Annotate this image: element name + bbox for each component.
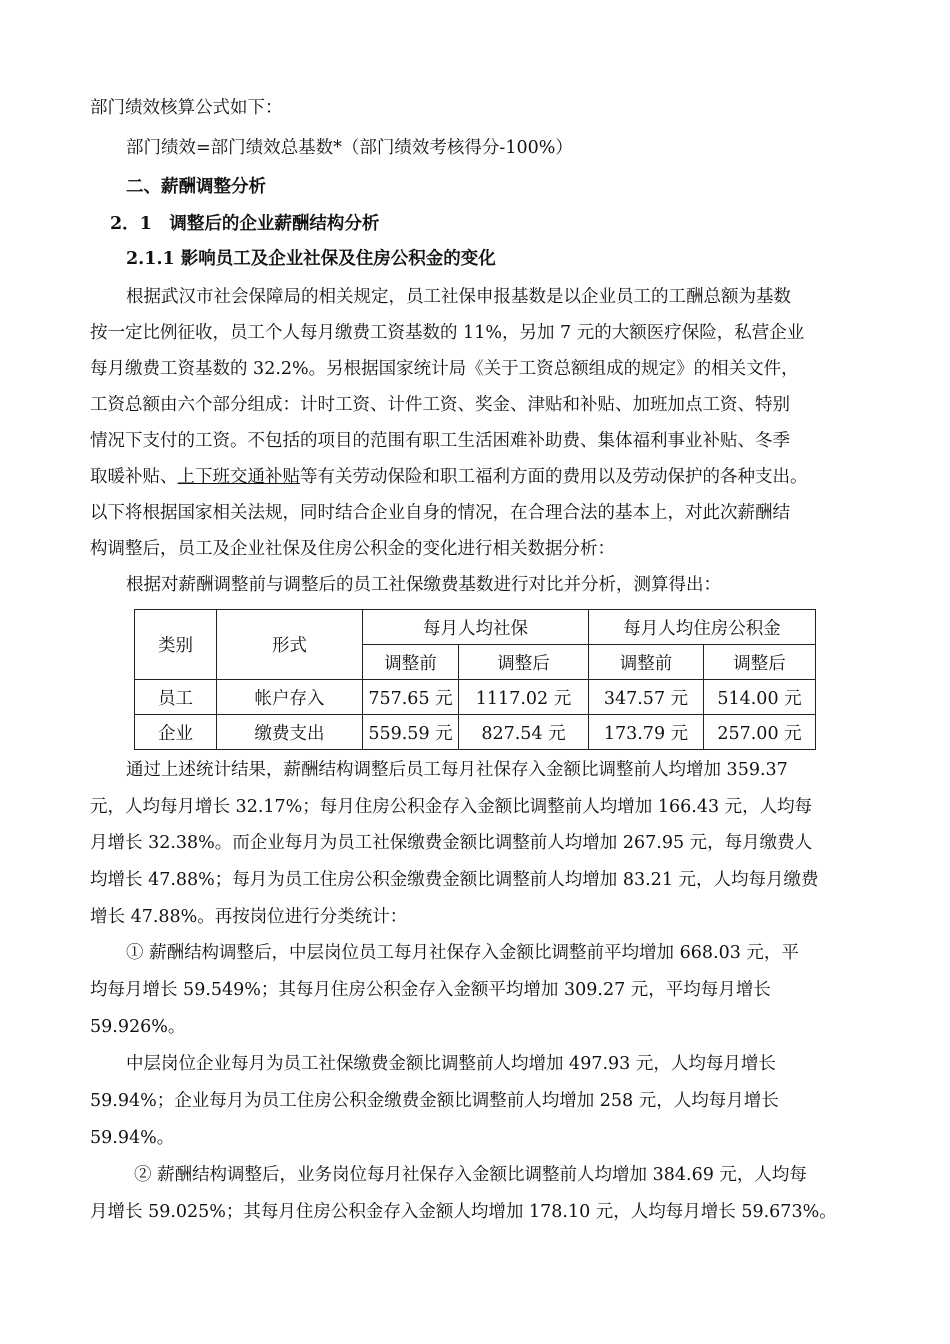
header-housing-after: 调整后 [704,645,816,680]
body-line: ① 薪酬结构调整后，中层岗位员工每月社保存入金额比调整前平均增加 668.03 元，平 [126,943,799,963]
table-cell: 827.54 元 [459,715,589,750]
underlined-term: 上下班交通补贴 [177,467,300,487]
body-line: 根据武汉市社会保障局的相关规定，员工社保申报基数是以企业员工的工酬总额为基数 [126,287,791,307]
body-line: 按一定比例征收，员工个人每月缴费工资基数的 11%，另加 7 元的大额医疗保险，私营企业 [90,323,805,343]
header-housing-before: 调整前 [589,645,704,680]
body-line: 均每月增长 59.549%；其每月住房公积金存入金额平均增加 309.27 元，平均每月增长 [90,980,771,1000]
body-line: 59.926%。 [90,1017,186,1037]
subsection-heading: 2．1 调整后的企业薪酬结构分析 [110,214,380,234]
body-line: 情况下支付的工资。不包括的项目的范围有职工生活困难补助费、集体福利事业补贴、冬季 [90,431,790,451]
body-text: 取暖补贴、 [90,467,178,487]
body-line: 元，人均每月增长 32.17%；每月住房公积金存入金额比调整前人均增加 166.43 元，人均每 [90,797,813,817]
body-line: ② 薪酬结构调整后，业务岗位每月社保存入金额比调整前人均增加 384.69 元，人均每 [134,1165,807,1185]
table-cell: 559.59 元 [363,715,459,750]
table-row [135,715,816,750]
body-line: 月增长 32.38%。而企业每月为员工社保缴费金额比调整前人均增加 267.95 元，每月缴费人 [90,833,813,853]
body-line: 月增长 59.025%；其每月住房公积金存入金额人均增加 178.10 元，人均每月增长 59.673%。 [90,1202,837,1222]
body-line: 工资总额由六个部分组成：计时工资、计件工资、奖金、津贴和补贴、加班加点工资、特别 [90,395,790,415]
header-social-insurance: 每月人均社保 [363,610,589,645]
table-cell: 257.00 元 [704,715,816,750]
paragraph-formula-intro: 部门绩效核算公式如下： [90,98,283,118]
body-line: 每月缴费工资基数的 32.2%。另根据国家统计局《关于工资总额组成的规定》的相关文件， [90,359,799,379]
paragraph-formula: 部门绩效=部门绩效总基数*（部门绩效考核得分-100%） [126,138,573,158]
body-line: 59.94%；企业每月为员工住房公积金缴费金额比调整前人均增加 258 元，人均每月增长 [90,1091,779,1111]
body-line: 构调整后，员工及企业社保及住房公积金的变化进行相关数据分析： [90,539,615,559]
contribution-table [134,609,816,750]
header-social-after: 调整后 [459,645,589,680]
table-cell: 缴费支出 [217,715,363,750]
table-cell: 347.57 元 [589,680,704,715]
table-cell: 帐户存入 [217,680,363,715]
body-line: 均增长 47.88%；每月为员工住房公积金缴费金额比调整前人均增加 83.21 元，人均每月缴费 [90,870,819,890]
header-category: 类别 [135,610,217,680]
table-cell: 员工 [135,680,217,715]
subsubsection-heading: 2.1.1 影响员工及企业社保及住房公积金的变化 [126,249,496,269]
body-line [90,465,808,489]
body-line: 增长 47.88%。再按岗位进行分类统计： [90,907,408,927]
header-social-before: 调整前 [363,645,459,680]
header-housing-fund: 每月人均住房公积金 [589,610,816,645]
table-header-row [135,610,816,645]
section-heading: 二、薪酬调整分析 [126,177,266,197]
table-cell: 1117.02 元 [459,680,589,715]
header-form: 形式 [217,610,363,680]
table-cell: 173.79 元 [589,715,704,750]
table-row [135,680,816,715]
body-line: 中层岗位企业每月为员工社保缴费金额比调整前人均增加 497.93 元，人均每月增长 [126,1054,776,1074]
body-line: 通过上述统计结果，薪酬结构调整后员工每月社保存入金额比调整前人均增加 359.37 [126,760,788,780]
table-intro: 根据对薪酬调整前与调整后的员工社保缴费基数进行对比并分析，测算得出： [126,575,721,595]
table-cell: 514.00 元 [704,680,816,715]
table-cell: 企业 [135,715,217,750]
body-text: 等有关劳动保险和职工福利方面的费用以及劳动保护的各种支出。 [300,467,808,487]
table-cell: 757.65 元 [363,680,459,715]
body-line: 59.94%。 [90,1128,175,1148]
body-line: 以下将根据国家相关法规，同时结合企业自身的情况，在合理合法的基本上，对此次薪酬结 [90,503,790,523]
